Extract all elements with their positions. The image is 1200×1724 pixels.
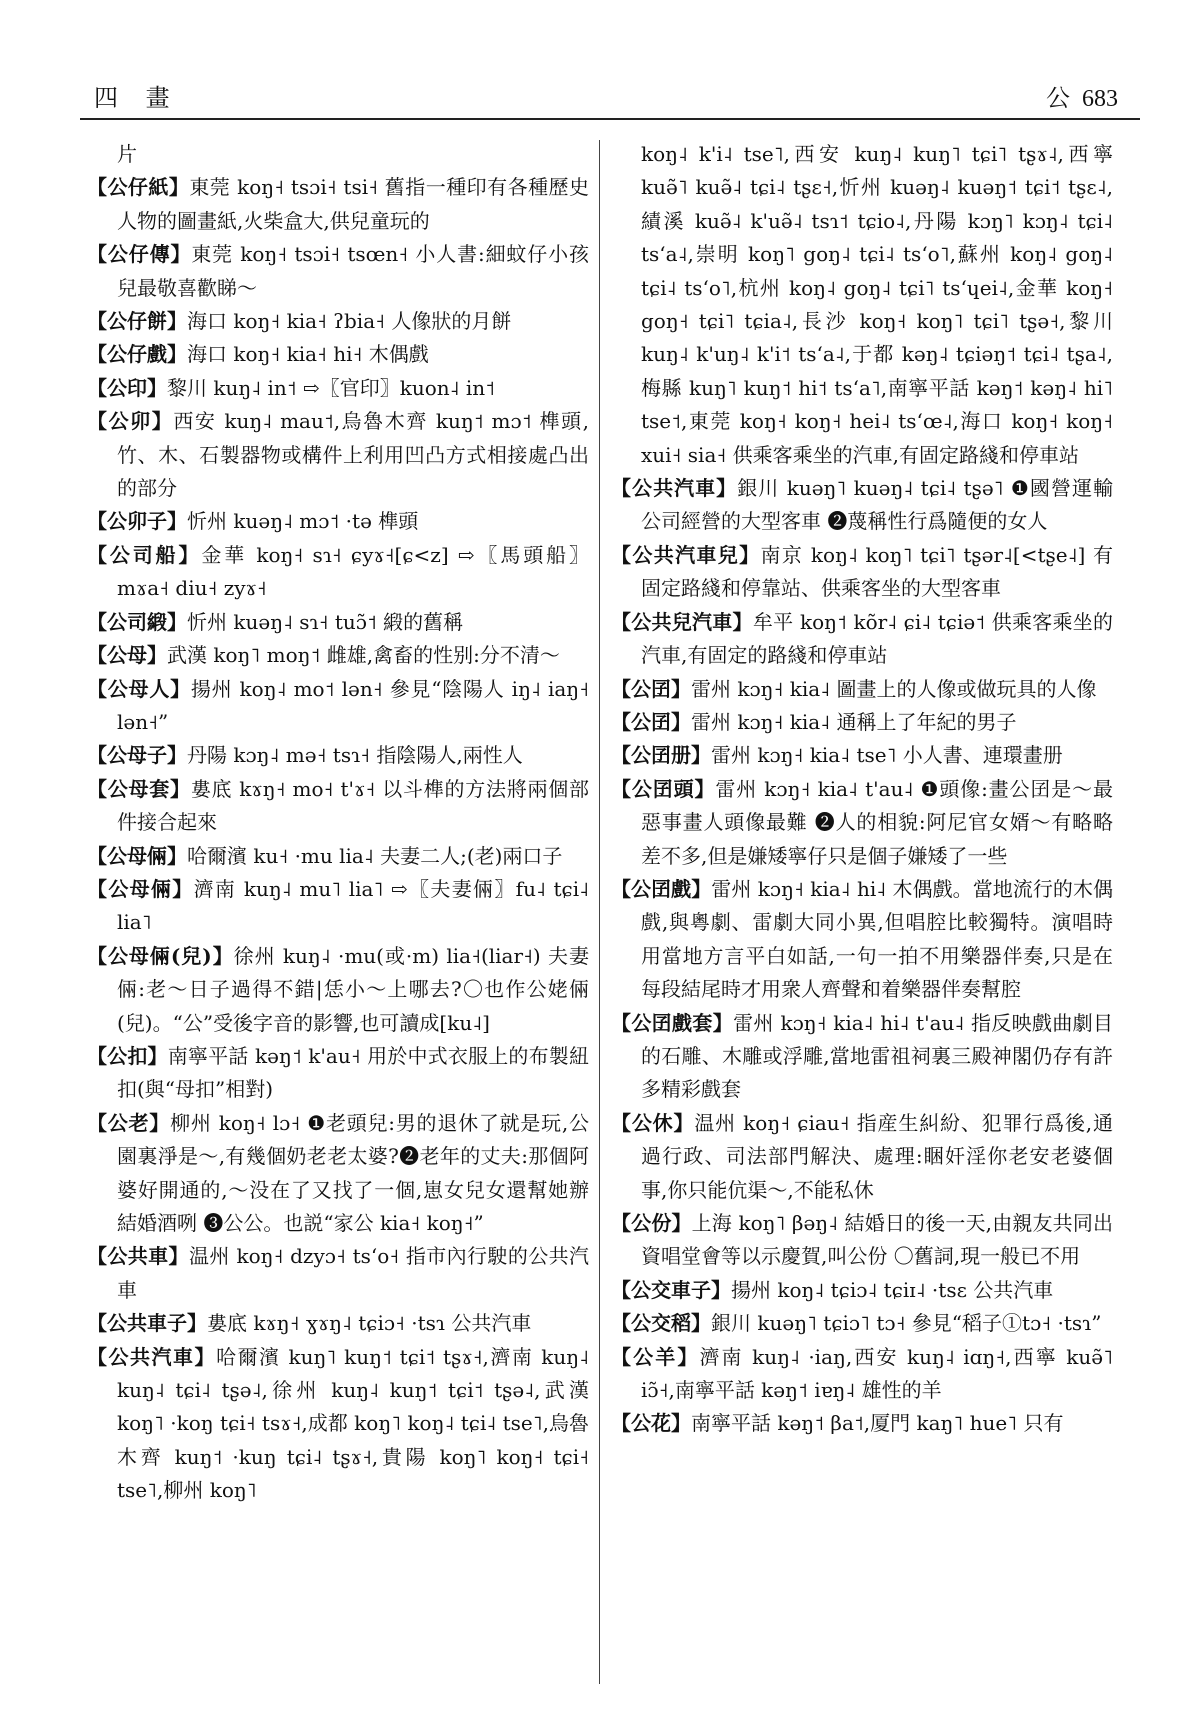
entry-text: 濟南 kuŋ˨ mu˥ lia˥ ⇨〖夫妻倆〗fu˨ tɕi˨ lia˥: [117, 876, 589, 935]
dictionary-entry: [87, 639, 589, 672]
entry-headword: 【公母倆】: [87, 843, 187, 868]
dictionary-entry: [611, 1341, 1113, 1408]
entry-text: 濟南 kuŋ˨ ·iaŋ,西安 kuŋ˨ iɑŋ˧,西寧 kuə̃˥ iɔ̃˧,南寧平話 kəŋ˦ iɐŋ˨ 雄性的羊: [641, 1344, 1114, 1403]
section-title: 四 畫: [94, 84, 180, 112]
page-header: [80, 78, 1140, 118]
entry-headword: 【公囝】: [611, 676, 691, 701]
entry-text: 雷州 kɔŋ˧ kia˨ tse˥ 小人書、連環畫册: [711, 743, 1063, 768]
dictionary-entry: [87, 739, 589, 772]
dictionary-entry: [611, 773, 1113, 873]
entry-headword: 【公仔紙】: [87, 175, 190, 200]
entry-text: 雷州 kɔŋ˧ kia˨ hi˨ 木偶戲。當地流行的木偶戲,與粵劇、雷劇大同小異,但唱腔比較獨特。演唱時用當地方言平白如話,一句一拍不用樂器伴奏,只是在每段結尾時才用衆人齊聲和着樂器伴奏幫腔: [641, 876, 1114, 1002]
entry-text: 柳州 koŋ˧ lɔ˧ ❶老頭兒:男的退休了就是玩,公園裏淨是～,有幾個奶老老太婆?❷老年的丈夫:那個阿婆好開通的,～没在了又找了一個,崽女兒女還幫她辦結婚酒咧 ❸公公。也説“家公 kia˧ koŋ˧”: [117, 1110, 590, 1235]
entry-headword: 【公花】: [611, 1411, 691, 1436]
entry-headword: 【公囝戲套】: [611, 1010, 734, 1035]
entry-text: 南京 koŋ˨ koŋ˥ tɕi˥ tʂər˨[<tʂe˨] 有固定路綫和停靠站、供乘客坐的大型客車: [641, 542, 1113, 601]
entry-text: 片: [117, 142, 137, 166]
entry-headword: 【公羊】: [611, 1344, 700, 1369]
entry-text: 忻州 kuəŋ˨ sɿ˧ tuɔ̃˦ 緞的舊稱: [187, 609, 464, 634]
dictionary-entry: [87, 171, 589, 238]
entry-text: 銀川 kuəŋ˥ kuəŋ˨ tɕi˨ tʂə˥ ❶國營運輸公司經營的大型客車 ❷蔑稱性行爲隨便的女人: [641, 476, 1114, 534]
dictionary-entry: [87, 539, 589, 606]
dictionary-entry: [87, 873, 589, 940]
dictionary-entry: [87, 1240, 589, 1307]
dictionary-entry: [87, 238, 589, 305]
entry-text: 西安 kuŋ˨ mau˦,烏魯木齊 kuŋ˦ mɔ˦ 榫頭,竹、木、石製器物或構件上利用凹凸方式相接處凸出的部分: [117, 409, 590, 501]
entry-headword: 【公囝】: [611, 709, 691, 734]
entry-text: 忻州 kuəŋ˨ mɔ˦ ·tə 榫頭: [187, 509, 419, 534]
dictionary-entry: [87, 606, 589, 639]
entry-headword: 【公共汽車】: [611, 476, 738, 501]
entry-text: 温州 koŋ˧ ɕiau˧ 指産生糾紛、犯罪行爲後,通過行政、司法部門解決、處理:睏奸淫你老安老婆個事,你只能伉渠～,不能私休: [641, 1110, 1113, 1202]
entry-headword: 【公母】: [87, 643, 167, 668]
entry-text: 牟平 koŋ˦ kõr˨ ɕi˨ tɕiə˦ 供乘客乘坐的汽車,有固定的路綫和停車站: [641, 609, 1114, 668]
entry-headword: 【公共汽車】: [87, 1344, 217, 1369]
entry-headword: 【公老】: [87, 1110, 171, 1135]
entry-headword: 【公卯子】: [87, 509, 187, 534]
dictionary-entry: [87, 505, 589, 538]
entry-headword: 【公共汽車兒】: [611, 542, 761, 567]
entry-headword: 【公共車】: [87, 1244, 189, 1269]
dictionary-entry: [87, 1107, 589, 1241]
entry-text: 丹陽 kɔŋ˨ mə˧ tsɿ˧ 指陰陽人,兩性人: [187, 743, 523, 768]
entry-text: 雷州 kɔŋ˧ kia˨ t'au˨ ❶頭像:畫公囝是～最惡事畫人頭像最難 ❷人的相貌:阿尼官女婿～有略略差不多,但是嫌矮寧仔只是個子嫌矮了一些: [641, 776, 1114, 868]
entry-headword: 【公交車子】: [611, 1277, 731, 1302]
entry-text: 婁底 kɤŋ˧ mo˧ t'ɤ˧ 以斗榫的方法將兩個部件接合起來: [117, 776, 589, 835]
dictionary-entry: [611, 1274, 1113, 1307]
dictionary-entry: [611, 539, 1113, 606]
entry-headword: 【公印】: [87, 375, 167, 400]
entry-text: 婁底 kɤŋ˧ ɣɤŋ˨ tɕiɔ˧ ·tsɿ 公共汽車: [207, 1311, 532, 1336]
entry-text: 東莞 koŋ˧ tsɔi˧ tsœn˧ 小人書:細蚊仔小孩兒最敬喜歡睇～: [117, 242, 590, 300]
entry-text: 揚州 koŋ˨ tɕiɔ˨ tɕiɪ˨ ·tsɛ 公共汽車: [731, 1277, 1054, 1302]
entry-text: 揚州 koŋ˨ mo˦ lən˧ 參見“陰陽人 iŋ˨ iaŋ˧ lən˧”: [117, 676, 590, 734]
entry-text: 哈爾濱 kuŋ˥ kuŋ˦ tɕi˦ tʂɤ˧,濟南 kuŋ˨ kuŋ˨ tɕi˨ tʂə˨,徐州 kuŋ˨ kuŋ˦ tɕi˦ tʂə˨,武漢 koŋ˥ ·koŋ tɕi˧ tsɤ˧,成都 koŋ˥ koŋ˨ tɕi˨ tse˥,烏魯木齊 kuŋ˦ ·kuŋ tɕi˨ tʂɤ˧,貴陽 koŋ˥ koŋ˧ tɕi˧ tse˥,柳州 koŋ˥: [117, 1344, 589, 1503]
dictionary-entry: [87, 405, 589, 505]
entry-text: 南寧平話 kəŋ˦ k'au˧ 用於中式衣服上的布製紐扣(與“母扣”相對): [117, 1043, 589, 1102]
dictionary-entry: [87, 1307, 589, 1340]
dictionary-entry: [87, 138, 589, 171]
entry-headword: 【公休】: [611, 1110, 695, 1135]
entry-text: 温州 koŋ˧ dzyɔ˧ tsʻo˧ 指市內行駛的公共汽車: [117, 1244, 589, 1302]
column-divider: [599, 140, 600, 1684]
entry-headword: 【公司緞】: [87, 609, 187, 634]
dictionary-entry: [87, 1040, 589, 1107]
entry-headword: 【公母人】: [87, 676, 191, 701]
dictionary-entry: [611, 1307, 1113, 1340]
dictionary-entry: [611, 706, 1113, 739]
dictionary-entry: [611, 1007, 1113, 1107]
dictionary-entry: [611, 472, 1113, 539]
entry-headword: 【公卯】: [87, 409, 174, 434]
entry-headword: 【公份】: [611, 1211, 692, 1235]
entry-text: 武漢 koŋ˥ moŋ˦ 雌雄,禽畜的性别:分不清～: [167, 643, 560, 668]
dictionary-entry: [87, 338, 589, 371]
entry-text: 徐州 kuŋ˨ ·mu(或·m) lia˧(liar˧) 夫妻倆:老～日子過得不錯|恁小～上哪去?〇也作公姥倆(兒)。“公”受後字音的影響,也可讀成[ku˨]: [117, 943, 589, 1035]
entry-text: 雷州 kɔŋ˧ kia˨ 圖畫上的人像或做玩具的人像: [691, 676, 1097, 701]
dictionary-entry: [87, 940, 589, 1040]
dictionary-entry: [611, 673, 1113, 706]
dictionary-entry: [87, 840, 589, 873]
entry-text: 金華 koŋ˧ sɿ˧ ɕyɤ˧[ɕ<z] ⇨〖馬頭船〗mɤa˧ diu˧ zyɤ˧: [117, 542, 590, 601]
entry-headword: 【公母倆(兒)】: [87, 943, 234, 968]
dictionary-entry: [611, 1107, 1113, 1207]
right-column: [611, 138, 1113, 1441]
entry-headword: 【公仔戲】: [87, 342, 187, 367]
dictionary-entry: [87, 773, 589, 840]
entry-headword: 【公母子】: [87, 743, 187, 768]
entry-text: 南寧平話 kəŋ˦ βa˦,厦門 kaŋ˥ hue˥ 只有: [691, 1411, 1064, 1436]
entry-headword: 【公母倆】: [87, 876, 194, 901]
entry-headword: 【公交稻】: [611, 1311, 711, 1336]
page-number: 683: [1082, 86, 1118, 112]
entry-headword: 【公囝頭】: [611, 776, 716, 801]
running-head-char: 公: [1046, 84, 1070, 112]
entry-text: 海口 koŋ˧ kia˧ ʔbia˧ 人像狀的月餅: [187, 309, 512, 334]
entry-text: 上海 koŋ˥ βəŋ˨ 結婚日的後一天,由親友共同出資唱堂會等以示慶賀,叫公份 〇舊詞,現一般已不用: [641, 1211, 1113, 1269]
entry-text: 銀川 kuəŋ˥ tɕiɔ˥ tɔ˧ 參見“稻子①tɔ˧ ·tsɿ”: [711, 1311, 1102, 1336]
dictionary-entry: [611, 1207, 1113, 1274]
dictionary-entry: [611, 739, 1113, 772]
entry-headword: 【公扣】: [87, 1043, 168, 1068]
entry-headword: 【公囝册】: [611, 743, 711, 768]
entry-headword: 【公共兒汽車】: [611, 609, 753, 634]
dictionary-entry: [611, 873, 1113, 1007]
dictionary-entry: [611, 606, 1113, 673]
dictionary-entry: [87, 673, 589, 740]
entry-text: 雷州 kɔŋ˧ kia˨ hi˨ t'au˨ 指反映戲曲劇目的石雕、木雕或浮雕,當地雷祖祠裏三殿神閣仍存有許多精彩戲套: [641, 1010, 1114, 1102]
entry-text: 黎川 kuŋ˨ in˦ ⇨〖官印〗kuon˨ in˦: [167, 375, 495, 400]
entry-headword: 【公仔餅】: [87, 309, 187, 334]
dictionary-entry: [611, 138, 1113, 472]
left-column: [87, 138, 589, 1508]
entry-text: 哈爾濱 ku˧ ·mu lia˨ 夫妻二人;(老)兩口子: [187, 843, 563, 868]
entry-headword: 【公共車子】: [87, 1311, 207, 1336]
entry-text: 東莞 koŋ˧ tsɔi˧ tsi˧ 舊指一種印有各種歷史人物的圖畫紙,火柴盒大,供兒童玩的: [117, 175, 590, 233]
dictionary-entry: [87, 305, 589, 338]
running-head: [1046, 78, 1118, 113]
entry-text: 雷州 kɔŋ˧ kia˨ 通稱上了年紀的男子: [691, 709, 1017, 734]
entry-headword: 【公仔傳】: [87, 242, 192, 267]
dictionary-entry: [87, 372, 589, 405]
entry-headword: 【公母套】: [87, 776, 191, 801]
entry-headword: 【公司船】: [87, 542, 202, 567]
entry-text: koŋ˨ k'i˨ tse˥,西安 kuŋ˨ kuŋ˥ tɕi˥ tʂɤ˨,西寧 kuə̃˥ kuə̃˨ tɕi˨ tʂɛ˧,忻州 kuəŋ˨ kuəŋ˦ tɕi˦ tʂɛ˨,績溪 kuə̃˨ k'uə̃˨ tsɿ˦ tɕio˨,丹陽 kɔŋ˥ kɔŋ˨ tɕi˨ tsʻa˨,崇明 koŋ˥ goŋ˨ tɕi˨ tsʻo˥,蘇州 koŋ˨ goŋ˨ tɕi˨ tsʻo˥,杭州 koŋ˨ goŋ˨ tɕi˥ tsʻɥei˨,金華 koŋ˧ goŋ˧ tɕi˥ tɕia˨,長沙 koŋ˧ koŋ˥ tɕi˥ tʂə˧,黎川 kuŋ˨ k'uŋ˨ k'i˦ tsʻa˨,于都 kəŋ˨ tɕiəŋ˦ tɕi˨ tʂa˨,梅縣 kuŋ˥ kuŋ˦ hi˦ tsʻa˥,南寧平話 kəŋ˦ kəŋ˨ hi˥ tse˦,東莞 koŋ˧ koŋ˧ hei˨ tsʻœ˨,海口 koŋ˧ koŋ˧ xui˧ sia˧ 供乘客乘坐的汽車,有固定路綫和停車站: [641, 142, 1113, 467]
dictionary-entry: [87, 1341, 589, 1508]
entry-headword: 【公囝戲】: [611, 876, 712, 901]
dictionary-entry: [611, 1407, 1113, 1440]
entry-text: 海口 koŋ˧ kia˧ hi˧ 木偶戲: [187, 342, 429, 367]
header-rule: [80, 118, 1140, 120]
